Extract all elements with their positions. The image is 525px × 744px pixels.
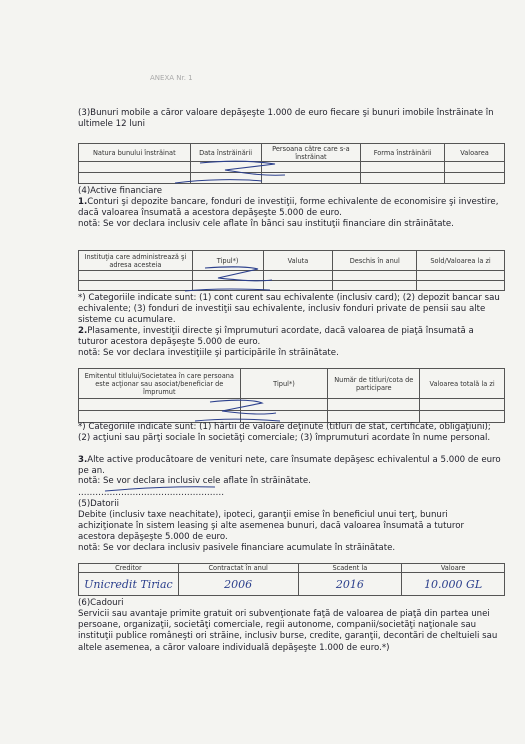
col-header: Valuta	[263, 251, 333, 271]
table-row	[79, 281, 505, 291]
item2-text: 2.Plasamente, investiţii directe şi împrumuturi acordate, dacă valoarea de piaţă însumată a tuturor acestora depăşeşte 5.000 de euro.	[78, 326, 474, 348]
section6-text: Servicii sau avantaje primite gratuit ori subvenţionate faţă de valoarea de piaţă din partea unei persoane, organizaţii, societăţi comerciale, regii autonome, companii/societăţi naţionale sau instituţii publice româneşti ori străine, inclusiv burse, credite, garanţii, decontări de cheltuieli sau altele asemenea, a căror valoare individuală depăşeşte 1.000 de euro.*)	[78, 609, 498, 653]
table-bank-accounts	[78, 250, 505, 291]
item2-note: notă: Se vor declara investiţiile şi participările în străinătate.	[78, 348, 339, 358]
col-header: Tipul*)	[240, 369, 328, 399]
footnote1: *) Categoriile indicate sunt: (1) cont curent sau echivalente (inclusiv card); (2) depozit bancar sau echivalente; (3) fonduri de investiţii sau echivalente, inclusiv fonduri private de pensii sau alte sisteme cu acumulare.	[78, 293, 500, 326]
section5-heading: (5)Datorii	[78, 499, 119, 509]
section5-note: notă: Se vor declara inclusiv pasivele financiare acumulate în străinătate.	[78, 543, 396, 553]
col-header: Contractat în anul	[178, 564, 298, 573]
item1-note: notă: Se vor declara inclusiv cele aflate în bănci sau instituţii financiare din străinătate.	[78, 219, 454, 229]
table-alienated-goods	[78, 143, 505, 184]
table-investments	[78, 368, 505, 423]
contracted-year-cell: 2006	[178, 573, 298, 596]
col-header: Emitentul titlului/Societatea în care persoana este acţionar sau asociat/beneficiar de împrumut	[79, 369, 241, 399]
dotted-line: ……………………………………………	[78, 488, 225, 498]
col-header: Natura bunului înstrăinat	[79, 144, 191, 162]
col-header: Creditor	[79, 564, 179, 573]
col-header: Valoarea	[445, 144, 505, 162]
item3-note: notă: Se vor declara inclusiv cele aflate în străinătate.	[78, 476, 311, 486]
col-header: Sold/Valoarea la zi	[417, 251, 505, 271]
col-header: Valoare	[402, 564, 505, 573]
col-header: Număr de titluri/cota de participare	[328, 369, 420, 399]
footnote2: *) Categoriile indicate sunt: (1) hârtii de valoare deţinute (titluri de stat, certificate, obligaţiuni); (2) acţiuni sau părţi sociale în societăţi comerciale; (3) împrumuturi acordate în nume personal.	[78, 422, 491, 444]
section4-heading: (4)Active financiare	[78, 186, 163, 196]
section5-text: Debite (inclusiv taxe neachitate), ipoteci, garanţii emise în beneficiul unui terţ, bunuri achiziţionate în sistem leasing şi alte asemenea bunuri, dacă valoarea însumată a tuturor acestora depăşeşte 5.000 de euro.	[78, 510, 465, 543]
table-row	[79, 173, 505, 184]
col-header: Valoarea totală la zi	[420, 369, 505, 399]
table-row	[79, 162, 505, 173]
due-year-cell: 2016	[298, 573, 402, 596]
table-row	[79, 573, 505, 596]
creditor-cell: Unicredit Tiriac	[79, 573, 179, 596]
table-row	[79, 271, 505, 281]
col-header: Tipul*)	[192, 251, 263, 271]
faint-header: ANEXA Nr. 1	[150, 74, 193, 82]
col-header: Deschis în anul	[333, 251, 417, 271]
col-header: Persoana către care s-a înstrăinat	[261, 144, 361, 162]
item3-text: 3.Alte active producătoare de venituri nete, care însumate depăşesc echivalentul a 5.000 de euro pe an.	[78, 455, 501, 477]
table-debts	[78, 563, 505, 596]
col-header: Instituţia care administrează şi adresa acesteia	[79, 251, 193, 271]
col-header: Scadent la	[298, 564, 402, 573]
col-header: Forma înstrăinării	[361, 144, 445, 162]
table-row	[79, 399, 505, 411]
table-row	[79, 411, 505, 423]
item1-text: 1.Conturi şi depozite bancare, fonduri de investiţii, forme echivalente de economisire şi investire, dacă valoarea însumată a acestora depăşeşte 5.000 de euro.	[78, 197, 499, 219]
section6-heading: (6)Cadouri	[78, 598, 124, 608]
section3-heading: (3)Bunuri mobile a căror valoare depăşeşte 1.000 de euro fiecare şi bunuri imobile înstrăinate în ultimele 12 luni	[78, 108, 494, 130]
amount-cell: 10.000 GL	[402, 573, 505, 596]
col-header: Data înstrăinării	[190, 144, 261, 162]
